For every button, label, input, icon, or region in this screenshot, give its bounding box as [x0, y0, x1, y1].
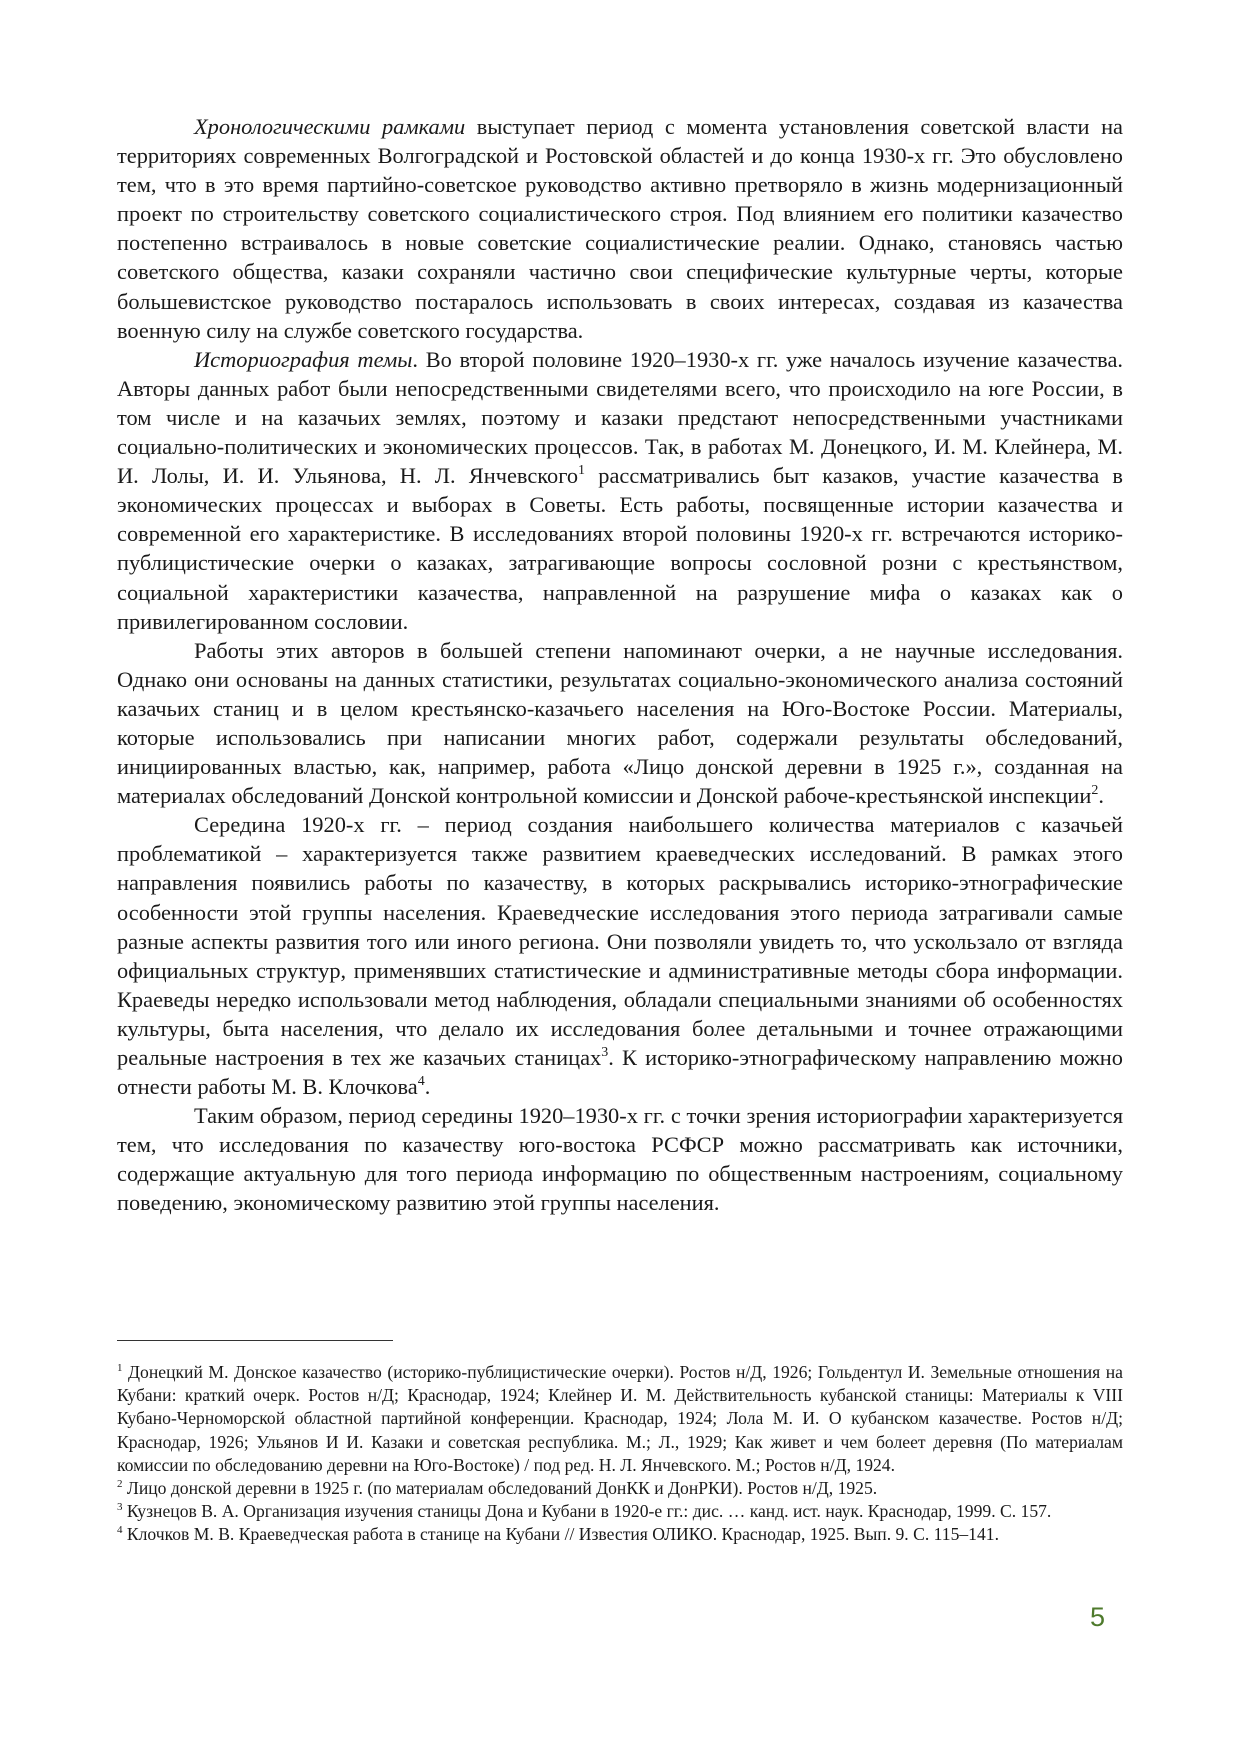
footnote-number: 2: [117, 1478, 123, 1491]
main-text: [117, 112, 1123, 1218]
paragraph-text: выступает период с момента установления советской власти на территориях современных Волгоградской и Ростовской областей и до конца 1930-х гг. Это обусловлено тем, что в это время партийно-советское руководство активно претворяло в жизнь модернизационный проект по строительству советского социалистического строя. Под влиянием его политики казачество постепенно встраивалось в новые советские социалистические реалии. Однако, становясь частью советского общества, казаки сохраняли частично свои специфические культурные черты, которые большевистское руководство постаралось использовать в своих интересах, создавая из казачества военную силу на службе советского государства.: [117, 114, 1123, 343]
paragraph-text: Таким образом, период середины 1920–1930-х гг. с точки зрения историографии характеризуется тем, что исследования по казачеству юго-востока РСФСР можно рассматривать как источники, содержащие актуальную для того периода информацию по общественным настроениям, социальному поведению, экономическому развитию этой группы населения.: [117, 1103, 1123, 1216]
italic-lead: Хронологическими рамками: [194, 114, 466, 139]
paragraph-text: . К историко-этнографическому направлению можно отнести работы М. В. Клочкова: [117, 1045, 1123, 1100]
footnote-number: 1: [117, 1362, 123, 1374]
footnote-1: [117, 1361, 1123, 1477]
paragraph-conclusion: [117, 1101, 1123, 1217]
paragraph-local-history: [117, 810, 1123, 1101]
footnote-ref-1[interactable]: 1: [578, 463, 586, 479]
footnote-text: Кузнецов В. А. Организация изучения станицы Дона и Кубани в 1920-е гг.: дис. … канд. ист. наук. Краснодар, 1999. С. 157.: [122, 1501, 1052, 1522]
footnote-ref-3[interactable]: 3: [601, 1045, 609, 1060]
footnote-text: Клочков М. В. Краеведческая работа в станице на Кубани // Известия ОЛИКО. Краснодар, 1925. Вып. 9. С. 115–141.: [122, 1524, 999, 1545]
paragraph-text: . Во второй половине 1920–1930-х гг. уже началось изучение казачества. Авторы данных работ были непосредственными свидетелями всего, что происходило на юге России, в том числе и на казачьих землях, поэтому и казаки предстают непосредственными участниками социально-политических и экономических процессов. Так, в работах М. Донецкого, И. М. Клейнера, М. И. Лолы, И. И. Ульянова, Н. Л. Янчевского: [117, 346, 1123, 489]
footnote-ref-2[interactable]: 2: [1091, 783, 1099, 799]
footnote-3: [117, 1500, 1123, 1523]
paragraph-historiography: [117, 345, 1123, 636]
footnote-number: 3: [117, 1501, 123, 1514]
italic-lead: Историография темы: [194, 346, 413, 372]
paragraph-tail: .: [424, 1074, 431, 1100]
footnote-text: Лицо донской деревни в 1925 г. (по материалам обследований ДонКК и ДонРКИ). Ростов н/Д, 1925.: [122, 1478, 878, 1499]
paragraph-chronological-frame: [117, 112, 1123, 345]
paragraph-tail: .: [1098, 783, 1105, 809]
paragraph-works-essays: [117, 636, 1123, 811]
page-number: 5: [1090, 1602, 1106, 1632]
footnote-separator: [117, 1340, 393, 1341]
footnote-text: Донецкий М. Донское казачество (историко-публицистические очерки). Ростов н/Д, 1926; Гольдентул И. Земельные отношения на Кубани: краткий очерк. Ростов н/Д; Краснодар, 1924; Клейнер И. М. Действительность кубанской станицы: Материалы к VIII Кубано-Черноморской областной партийной конференции. Краснодар, 1924; Лола М. И. О кубанском казачестве. Ростов н/Д; Краснодар, 1926; Ульянов И И. Казаки и советская республика. М.; Л., 1929; Как живет и чем болеет деревня (По материалам комиссии по обследованию деревни на Юго-Востоке) / под ред. Н. Л. Янчевского. М.; Ростов н/Д, 1924.: [117, 1362, 1123, 1475]
paragraph-text: Работы этих авторов в большей степени напоминают очерки, а не научные исследования. Однако они основаны на данных статистики, результатах социально-экономического анализа состояний казачьих станиц и в целом крестьянско-казачьего населения на Юго-Востоке России. Материалы, которые использовались при написании многих работ, содержали результаты обследований, инициированных властью, как, например, работа «Лицо донской деревни в 1925 г.», созданная на материалах обследований Донской контрольной комиссии и Донской рабоче-крестьянской инспекции: [117, 637, 1123, 809]
paragraph-text: рассматривались быт казаков, участие казачества в экономических процессах и выборах в Советы. Есть работы, посвященные истории казачества и современной его характеристике. В исследованиях второй половины 1920-х гг. встречаются историко-публицистические очерки о казаках, затрагивающие вопросы сословной розни с крестьянством, социальной характеристики казачества, направленной на разрушение мифа о казаках как о привилегированном сословии.: [117, 463, 1123, 634]
footnote-4: [117, 1523, 1123, 1546]
footnote-2: [117, 1477, 1123, 1500]
footnotes: [117, 1361, 1123, 1547]
paragraph-text: Середина 1920-х гг. – период создания наибольшего количества материалов с казачьей проблематикой – характеризуется также развитием краеведческих исследований. В рамках этого направления появились работы по казачеству, в которых раскрывались историко-этнографические особенности этой группы населения. Краеведческие исследования этого периода затрагивали самые разные аспекты развития того или иного региона. Они позволяли увидеть то, что ускользало от взгляда официальных структур, применявших статистические и административные методы сбора информации. Краеведы нередко использовали метод наблюдения, обладали специальными знаниями об особенностях культуры, быта населения, что делало их исследования более детальными и точнее отражающими реальные настроения в тех же казачьих станицах: [117, 812, 1123, 1070]
footnote-number: 4: [117, 1524, 123, 1537]
footnote-ref-4[interactable]: 4: [417, 1074, 425, 1090]
